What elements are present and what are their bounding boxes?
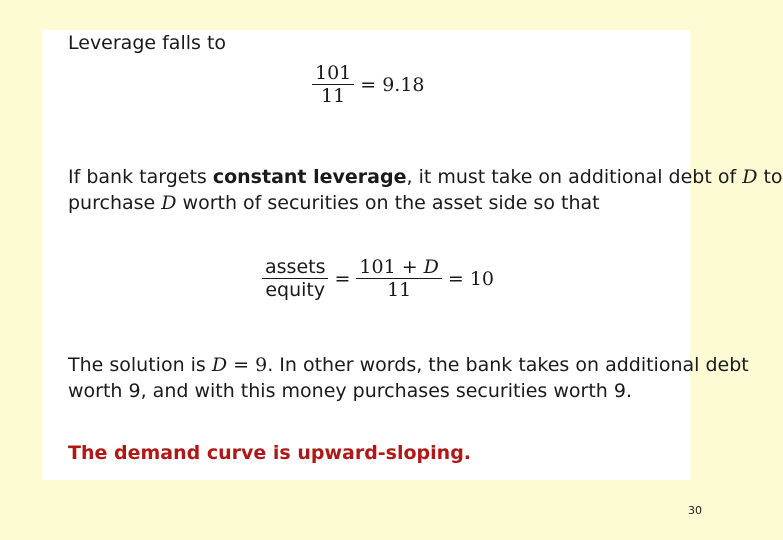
para1-text-a: If bank targets <box>68 166 213 188</box>
eq1-result: 9.18 <box>382 73 425 96</box>
eq2-rhs-den: 11 <box>387 279 412 301</box>
eq2-assets: assets <box>265 256 326 278</box>
slide-content <box>42 30 783 480</box>
para1-text-c: to <box>757 166 783 188</box>
conclusion-text: The demand curve is upward-sloping. <box>68 442 472 464</box>
para2-var-d: D <box>211 354 228 376</box>
eq1-numerator: 101 <box>315 62 352 84</box>
para1-text-b: , it must take on additional debt of <box>406 166 743 188</box>
page-number: 30 <box>688 504 702 517</box>
fraction-101-plus-d-over-11 <box>356 256 442 301</box>
conclusion-demand-curve <box>68 440 471 466</box>
eq2-equity: equity <box>265 279 326 301</box>
eq2-equals-a: = <box>334 267 351 290</box>
paragraph-solution-line2 <box>68 378 632 404</box>
eq1-equals: = <box>360 73 377 96</box>
paragraph-constant-leverage-line2 <box>68 190 600 216</box>
paragraph-constant-leverage-line1 <box>68 164 783 190</box>
para2-value: 9 <box>255 354 268 376</box>
eq2-rhs-num: 101 + <box>359 256 424 278</box>
para1-var-d2: D <box>161 192 177 214</box>
para2-text-b: . In other words, the bank takes on additional debt <box>267 354 749 376</box>
eq2-equals-b: = <box>447 267 464 290</box>
leverage-intro <box>68 30 226 56</box>
eq2-rhs-var: D <box>423 256 439 278</box>
para2-text-a: The solution is <box>68 354 212 376</box>
para1-line2-a: purchase <box>68 192 162 214</box>
equation-target-leverage <box>262 256 494 301</box>
paragraph-solution-line1 <box>68 352 749 378</box>
para2-line2: worth 9, and with this money purchases securities worth 9. <box>68 380 632 402</box>
para1-line2-b: worth of securities on the asset side so that <box>176 192 600 214</box>
fraction-101-over-11 <box>312 62 354 107</box>
fraction-assets-over-equity <box>262 256 328 301</box>
equation-leverage <box>312 62 425 107</box>
leverage-intro-text: Leverage falls to <box>68 32 227 54</box>
eq1-denominator: 11 <box>321 85 346 107</box>
para1-var-d: D <box>742 166 758 188</box>
para2-equals: = <box>227 354 256 376</box>
eq2-result: 10 <box>469 267 495 290</box>
para1-bold: constant leverage <box>212 166 407 188</box>
